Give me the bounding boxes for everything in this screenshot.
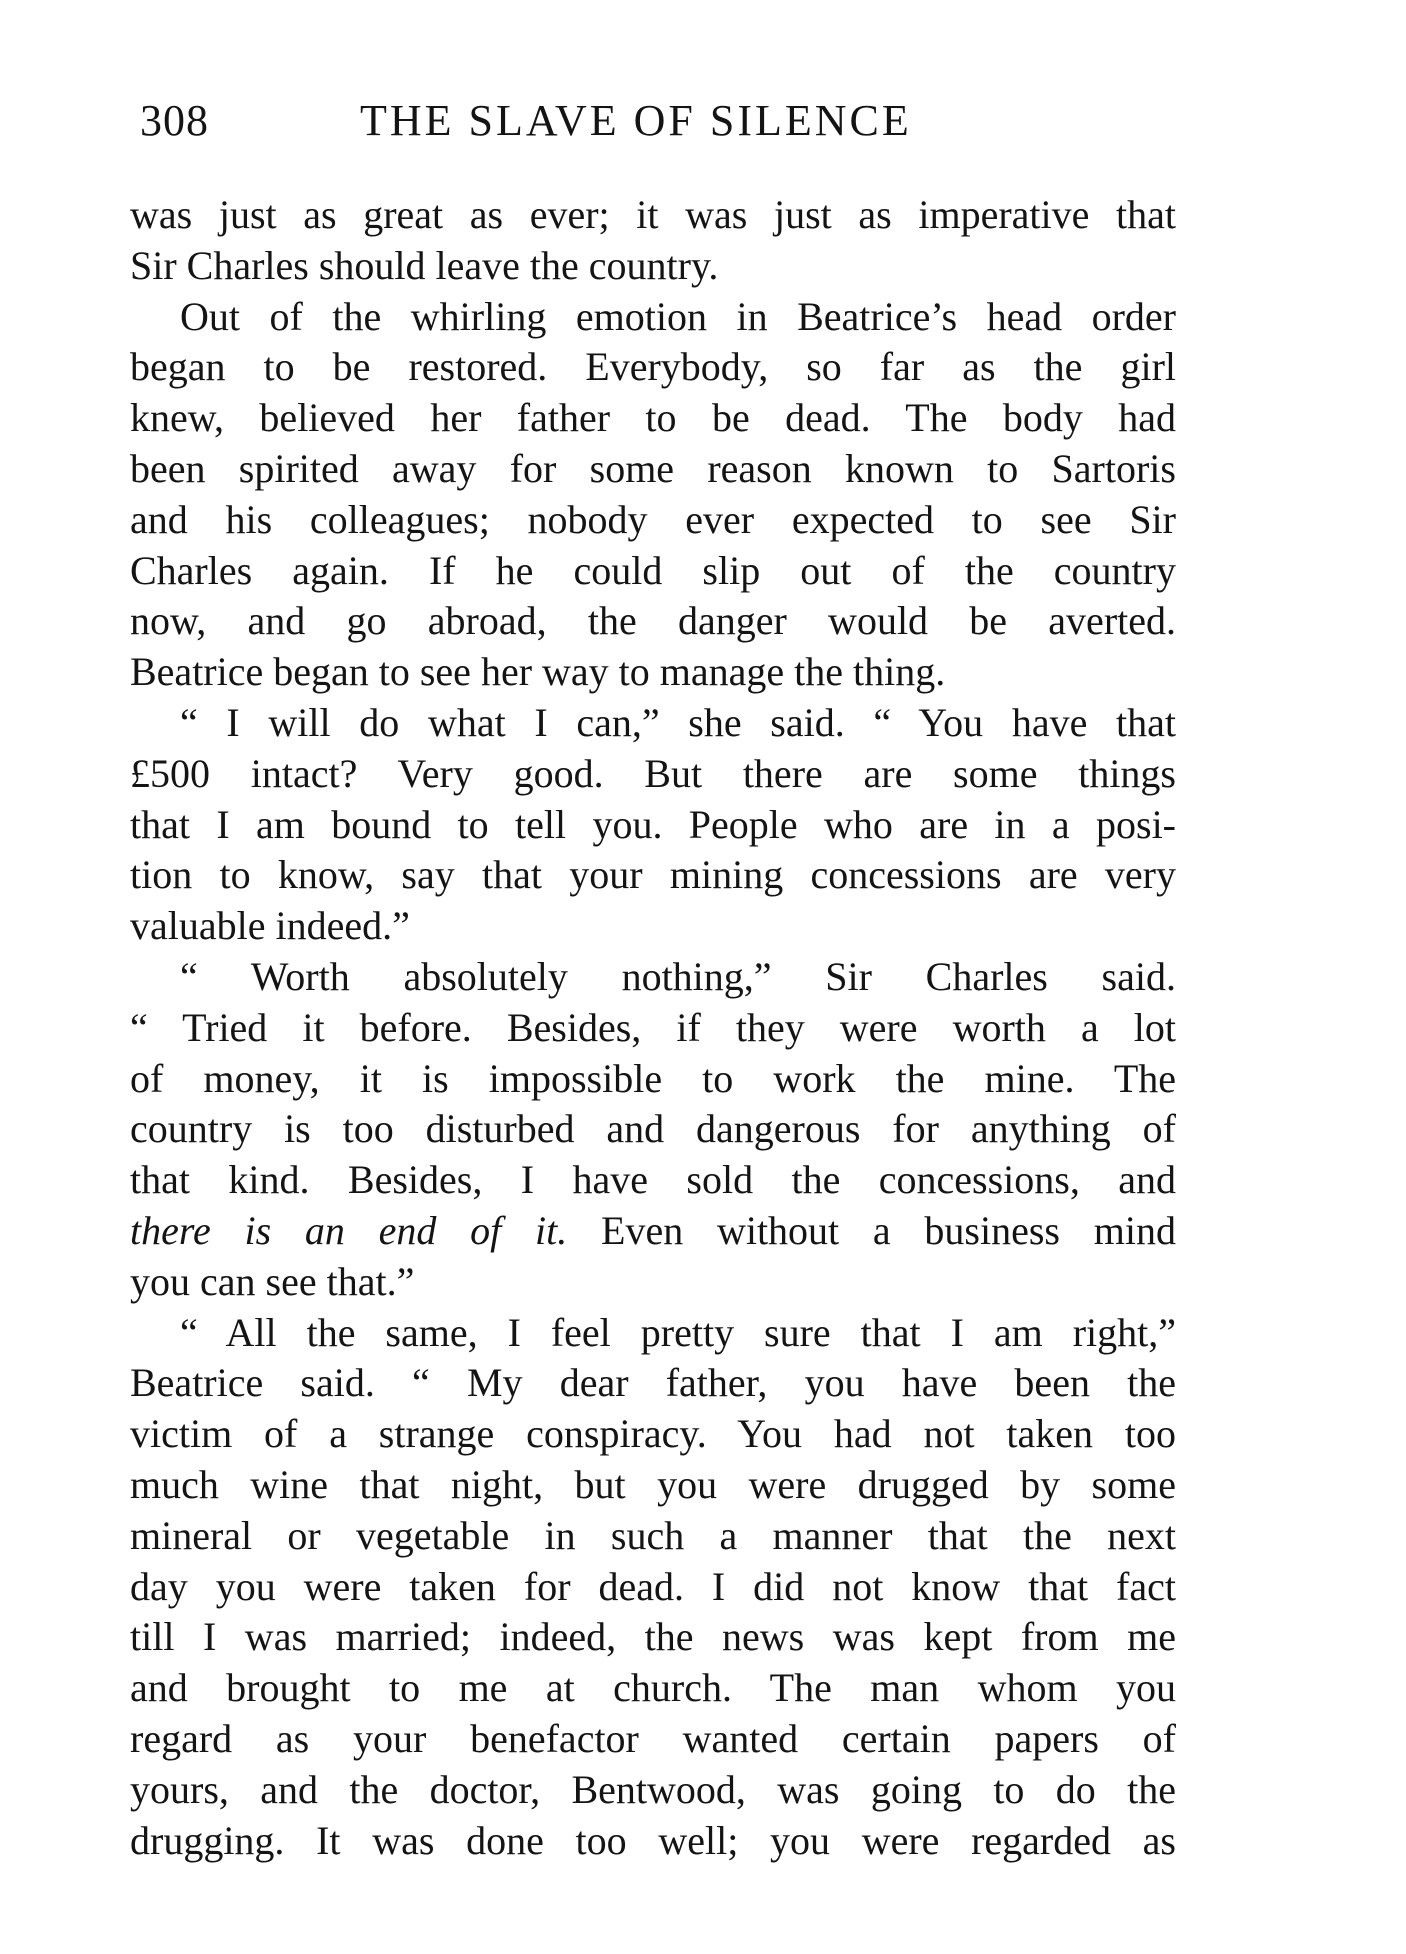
text-line: began to be restored. Everybody, so far as the girl [130,344,1176,390]
text-line: that kind. Besides, I have sold the concessions, and [130,1157,1176,1203]
text-line: drugging. It was done too well; you were regarded as [130,1817,1176,1863]
text-line: “ Worth absolutely nothing,” Sir Charles said. [180,953,1176,999]
running-title: THE SLAVE OF SILENCE [360,96,912,145]
text-line: of money, it is impossible to work the mine. The [130,1055,1176,1101]
text-line: till I was married; indeed, the news was kept from me [130,1614,1176,1660]
text-line: been spirited away for some reason known to Sartoris [130,445,1176,491]
text-line: now, and go abroad, the danger would be averted. [130,598,1176,644]
text-line: that I am bound to tell you. People who are in a posi- [130,801,1176,847]
text-line: regard as your benefactor wanted certain papers of [130,1715,1176,1761]
text-line: “ I will do what I can,” she said. “ You have that [180,699,1176,745]
text-line: “ All the same, I feel pretty sure that I am right,” [180,1309,1176,1355]
text-line: Beatrice began to see her way to manage the thing. [130,649,946,695]
text-line: mineral or vegetable in such a manner that the next [130,1512,1176,1558]
text-line: valuable indeed.” [130,903,410,949]
text-line: Out of the whirling emotion in Beatrice’s head order [180,293,1176,339]
text-line: yours, and the doctor, Bentwood, was going to do the [130,1766,1176,1812]
text-line: you can see that.” [130,1258,415,1304]
text-line: day you were taken for dead. I did not know that fact [130,1563,1176,1609]
italic-phrase: there is an end of it. [130,1207,568,1253]
text-line: knew, believed her father to be dead. The body had [130,395,1176,441]
text-line: Sir Charles should leave the country. [130,242,719,288]
text-line: “ Tried it before. Besides, if they were worth a lot [130,1004,1176,1050]
text-line: £500 intact? Very good. But there are some things [130,750,1176,796]
text-line: and brought to me at church. The man whom you [130,1665,1176,1711]
text-line: and his colleagues; nobody ever expected to see Sir [130,496,1176,542]
text-line: much wine that night, but you were drugged by some [130,1461,1176,1507]
text-line: was just as great as ever; it was just as imperative that [130,192,1176,237]
text-line: Charles again. If he could slip out of the country [130,547,1176,593]
body-text [130,190,1176,1866]
page-header [140,95,1180,155]
text-line: victim of a strange conspiracy. You had not taken too [130,1411,1176,1457]
text-line-mixed [130,1206,1176,1257]
text-line: tion to know, say that your mining concessions are very [130,852,1176,898]
text-line: Beatrice said. “ My dear father, you have been the [130,1360,1176,1406]
page-number: 308 [140,96,209,145]
text-line: country is too disturbed and dangerous for anything of [130,1106,1176,1152]
text-fragment: Even without a business mind [567,1207,1176,1253]
